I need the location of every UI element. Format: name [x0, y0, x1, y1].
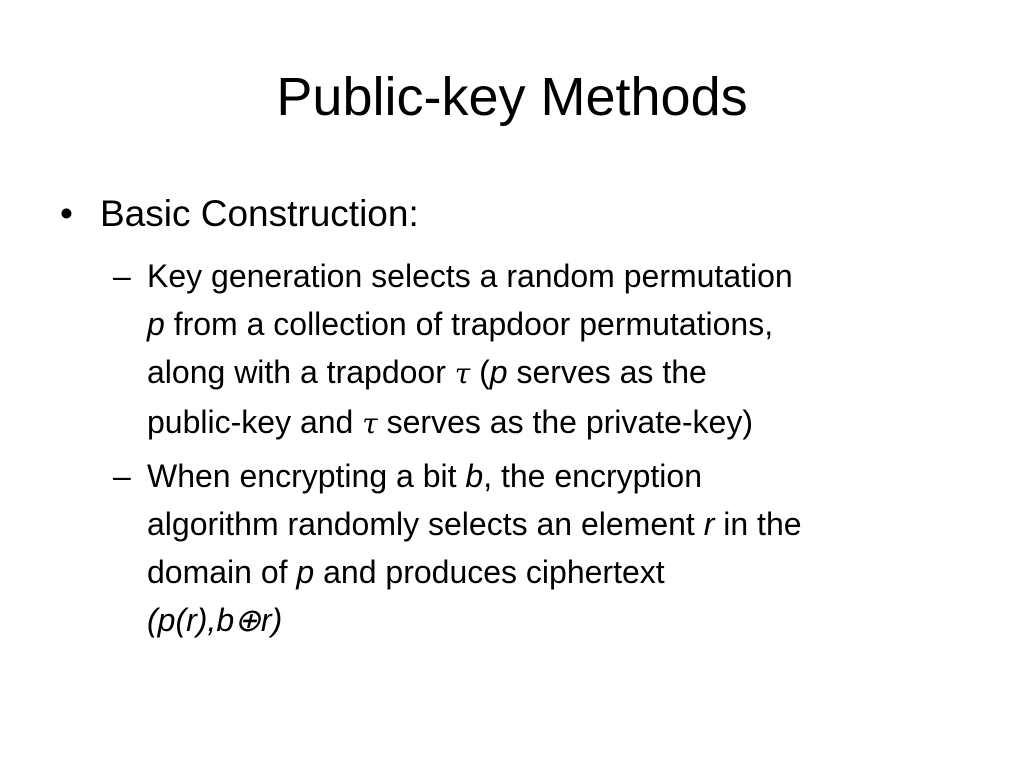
- text-run: algorithm randomly selects an element: [147, 506, 704, 542]
- line: [147, 348, 993, 398]
- text-run: , the encryption: [483, 458, 702, 494]
- line: [147, 398, 993, 448]
- text-run: in the: [714, 506, 802, 542]
- line: [147, 548, 993, 596]
- text-run: and produces ciphertext: [314, 554, 665, 590]
- math-var-b: b: [465, 458, 484, 494]
- math-var-p: p: [147, 306, 165, 342]
- text-run: Key generation selects a random permutation: [147, 258, 793, 294]
- slide-title: Public-key Methods: [276, 67, 748, 127]
- text-run: (: [470, 354, 490, 390]
- line: [147, 500, 993, 548]
- math-tau: τ: [362, 407, 378, 440]
- math-var-r: r: [703, 506, 715, 542]
- line: [147, 300, 993, 348]
- math-tau: τ: [454, 357, 471, 390]
- text-run: serves as the: [507, 354, 707, 390]
- sub-item-encryption: [113, 452, 993, 644]
- dash-marker: –: [113, 458, 131, 494]
- sub-item-text: [147, 252, 993, 448]
- sub-item-key-generation: [113, 252, 993, 448]
- bullet-text: Basic Construction:: [100, 193, 419, 234]
- line: [147, 252, 993, 300]
- sub-item-text: [147, 452, 993, 644]
- line: [147, 452, 993, 500]
- text-run: along with a trapdoor: [147, 354, 455, 390]
- ciphertext-formula: [147, 596, 993, 644]
- text-run: r): [260, 602, 283, 638]
- math-var-p: p: [489, 354, 508, 390]
- bullet-marker: •: [60, 193, 73, 234]
- oplus-icon: ⊕: [234, 602, 261, 638]
- dash-marker: –: [113, 258, 131, 294]
- text-run: public-key and: [147, 404, 363, 440]
- text-run: domain of: [147, 554, 297, 590]
- text-run: from a collection of trapdoor permutations,: [164, 306, 774, 342]
- text-run: serves as the private-key): [377, 404, 753, 440]
- text-run: (p(r),b: [147, 602, 235, 638]
- text-run: When encrypting a bit: [147, 458, 466, 494]
- math-var-p: p: [296, 554, 315, 590]
- bullet-basic-construction: [60, 190, 419, 238]
